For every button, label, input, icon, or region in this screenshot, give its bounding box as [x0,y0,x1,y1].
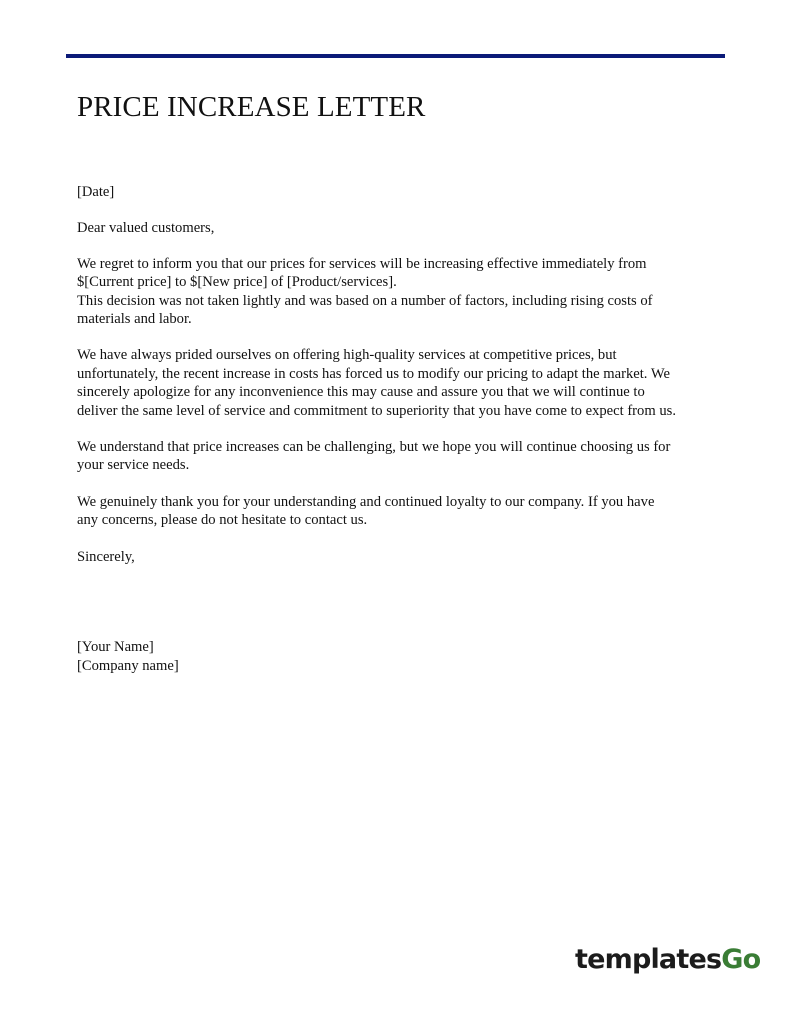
paragraph-line: We have always prided ourselves on offering high-quality services at competitive prices, but [77,347,617,364]
header-rule [66,54,725,58]
paragraph-3 [77,438,727,475]
document-title: PRICE INCREASE LETTER [77,91,426,123]
closing: Sincerely, [77,548,135,565]
paragraph-line: any concerns, please do not hesitate to contact us. [77,512,368,529]
date-placeholder: [Date] [77,184,115,200]
paragraph-line: your service needs. [77,457,190,474]
signature-block [77,638,727,675]
paragraph-line: We understand that price increases can be challenging, but we hope you will continue choosing us for [77,439,671,456]
paragraph-line: $[Current price] to $[New price] of [Product/services]. [77,274,397,291]
paragraph-line: sincerely apologize for any inconvenience this may cause and assure you that we will continue to [77,384,645,401]
signature-company: [Company name] [77,657,179,674]
paragraph-line: This decision was not taken lightly and was based on a number of factors, including rising costs of [77,292,653,309]
paragraph-4 [77,493,727,530]
paragraph-line: unfortunately, the recent increase in costs has forced us to modify our pricing to adapt the market. We [77,365,670,382]
paragraph-line: We regret to inform you that our prices for services will be increasing effective immediately from [77,255,647,272]
signature-name: [Your Name] [77,639,154,656]
paragraph-2 [77,346,727,420]
paragraph-line: We genuinely thank you for your understanding and continued loyalty to our company. If you have [77,493,655,510]
paragraph-1 [77,255,727,329]
salutation: Dear valued customers, [77,220,215,237]
paragraph-line: materials and labor. [77,311,192,328]
logo-text-go: Go [721,944,761,975]
paragraph-line: deliver the same level of service and commitment to superiority that you have come to expect from us. [77,402,676,419]
logo-text-templates: templates [575,944,722,975]
letter-body [77,183,727,675]
templatesgo-logo [575,944,760,975]
